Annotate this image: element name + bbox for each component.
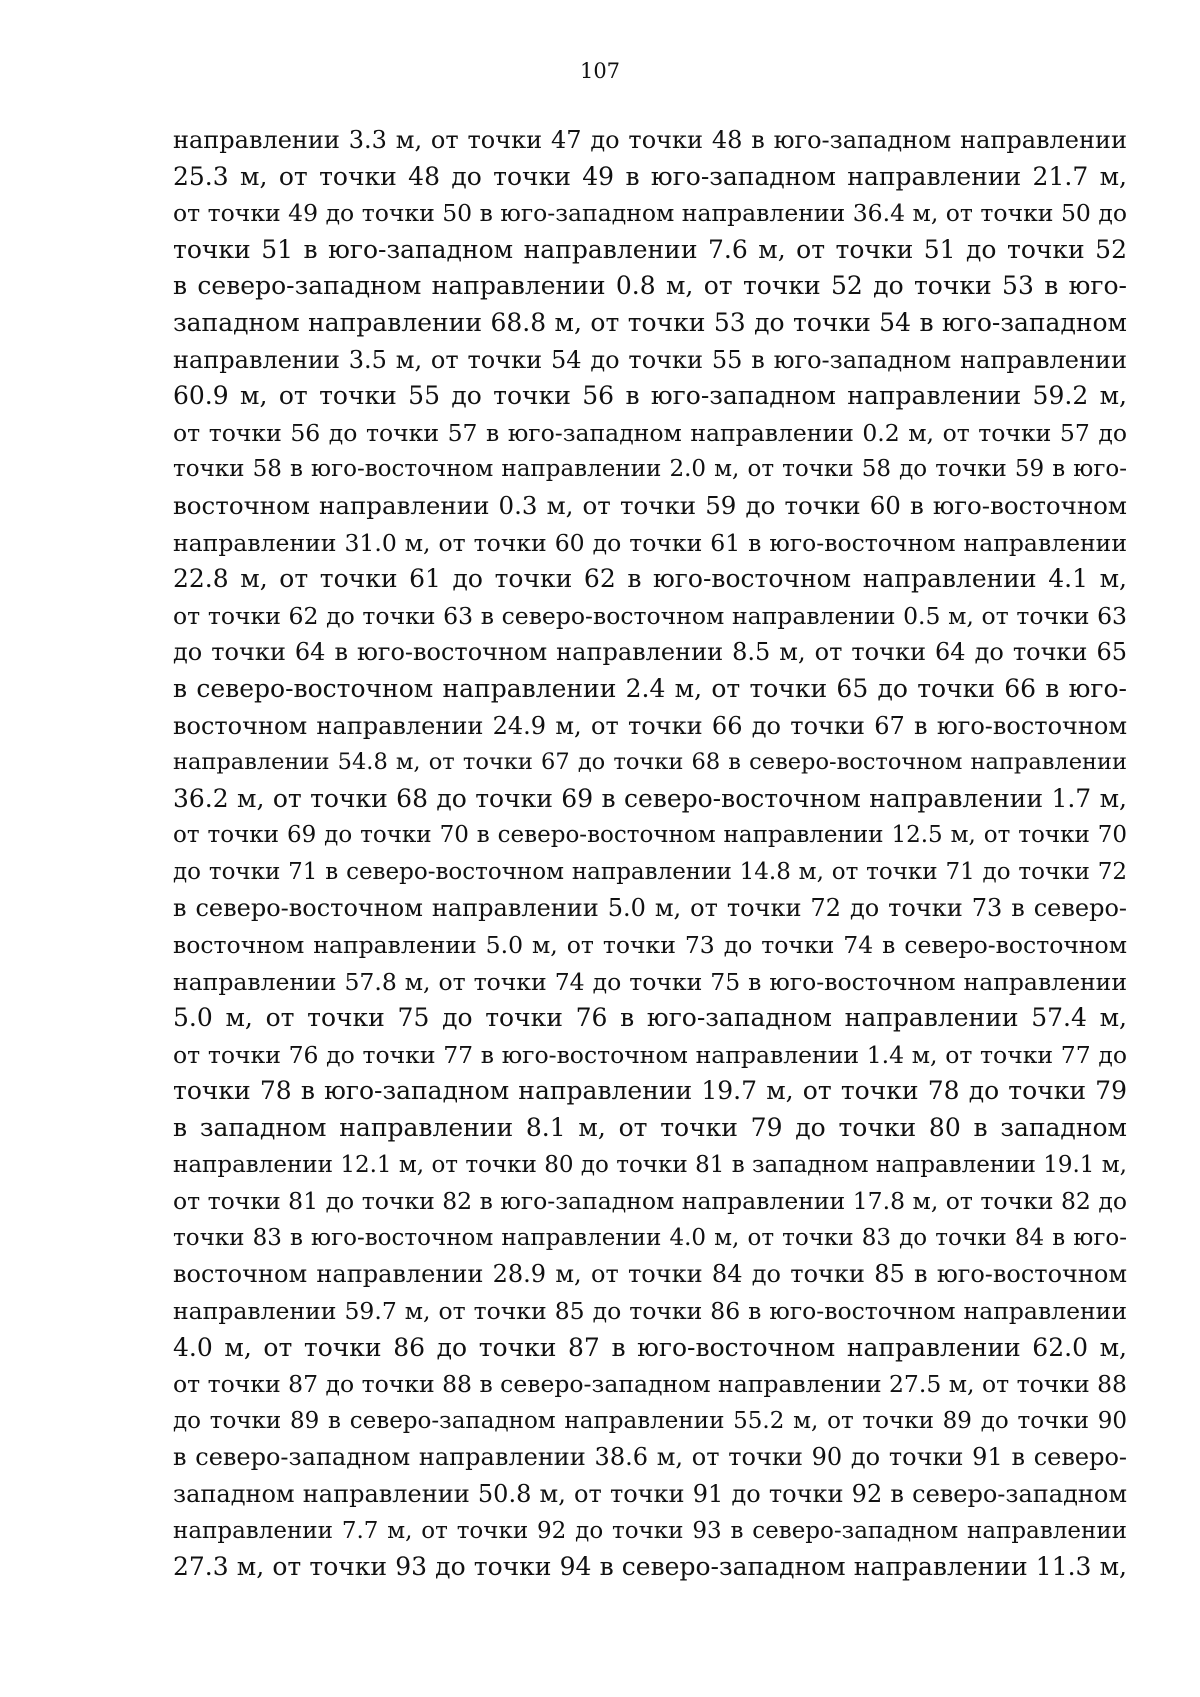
text-line: 4.0 м, от точки 86 до точки 87 в юго-восточном направлении 62.0 м, — [173, 1332, 1127, 1362]
page-number: 107 — [579, 59, 621, 83]
text-line: направлении 59.7 м, от точки 85 до точки 86 в юго-восточном направлении — [173, 1297, 1127, 1325]
text-line: восточном направлении 5.0 м, от точки 73 до точки 74 в северо-восточном — [173, 931, 1127, 960]
text-line: точки 51 в юго-западном направлении 7.6 м, от точки 51 до точки 52 — [173, 234, 1127, 264]
text-line: 60.9 м, от точки 55 до точки 56 в юго-западном направлении 59.2 м, — [173, 381, 1127, 411]
text-line: восточном направлении 24.9 м, от точки 66 до точки 67 в юго-восточном — [173, 711, 1127, 740]
text-line: направлении 3.3 м, от точки 47 до точки 48 в юго-западном направлении — [173, 126, 1127, 154]
text-line: направлении 12.1 м, от точки 80 до точки 81 в западном направлении 19.1 м, — [173, 1151, 1127, 1178]
text-line: в северо-восточном направлении 5.0 м, от точки 72 до точки 73 в северо- — [173, 894, 1127, 923]
text-line: от точки 87 до точки 88 в северо-западном направлении 27.5 м, от точки 88 — [173, 1370, 1127, 1399]
text-line: до точки 64 в юго-восточном направлении 8.5 м, от точки 64 до точки 65 — [173, 638, 1127, 667]
text-line: направлении 3.5 м, от точки 54 до точки 55 в юго-западном направлении — [173, 345, 1127, 374]
text-line: в северо-западном направлении 0.8 м, от точки 52 до точки 53 в юго- — [173, 271, 1127, 301]
body-text — [173, 122, 1127, 1586]
text-line: в северо-западном направлении 38.6 м, от точки 90 до точки 91 в северо- — [173, 1443, 1127, 1472]
text-line: от точки 62 до точки 63 в северо-восточном направлении 0.5 м, от точки 63 — [173, 601, 1127, 630]
text-line: от точки 69 до точки 70 в северо-восточном направлении 12.5 м, от точки 70 — [173, 822, 1127, 849]
text-line: от точки 76 до точки 77 в юго-восточном направлении 1.4 м, от точки 77 до — [173, 1040, 1127, 1069]
text-line: в западном направлении 8.1 м, от точки 79 до точки 80 в западном — [173, 1113, 1127, 1143]
text-line: от точки 81 до точки 82 в юго-западном направлении 17.8 м, от точки 82 до — [173, 1187, 1127, 1216]
text-line: 22.8 м, от точки 61 до точки 62 в юго-восточном направлении 4.1 м, — [173, 564, 1127, 594]
text-line: 36.2 м, от точки 68 до точки 69 в северо-восточном направлении 1.7 м, — [173, 783, 1127, 813]
text-line: в северо-восточном направлении 2.4 м, от точки 65 до точки 66 в юго- — [173, 673, 1127, 703]
text-line: направлении 7.7 м, от точки 92 до точки 93 в северо-западном направлении — [173, 1517, 1127, 1544]
text-line: направлении 54.8 м, от точки 67 до точки 68 в северо-восточном направлении — [173, 749, 1127, 776]
text-line: 5.0 м, от точки 75 до точки 76 в юго-западном направлении 57.4 м, — [173, 1003, 1127, 1033]
text-line: западном направлении 68.8 м, от точки 53 до точки 54 в юго-западном — [173, 307, 1127, 337]
text-line: до точки 71 в северо-восточном направлении 14.8 м, от точки 71 до точки 72 — [173, 858, 1127, 885]
text-line: точки 78 в юго-западном направлении 19.7 м, от точки 78 до точки 79 — [173, 1076, 1127, 1106]
text-line: 25.3 м, от точки 48 до точки 49 в юго-западном направлении 21.7 м, — [173, 161, 1127, 191]
text-line: точки 83 в юго-восточном направлении 4.0 м, от точки 83 до точки 84 в юго- — [173, 1224, 1127, 1251]
text-line: точки 58 в юго-восточном направлении 2.0 м, от точки 58 до точки 59 в юго- — [173, 456, 1127, 483]
text-line: западном направлении 50.8 м, от точки 91 до точки 92 в северо-западном — [173, 1479, 1127, 1508]
text-line: восточном направлении 0.3 м, от точки 59 до точки 60 в юго-восточном — [173, 490, 1127, 520]
text-line: до точки 89 в северо-западном направлении 55.2 м, от точки 89 до точки 90 — [173, 1407, 1127, 1434]
text-line: 27.3 м, от точки 93 до точки 94 в северо-западном направлении 11.3 м, — [173, 1552, 1127, 1582]
text-line: восточном направлении 28.9 м, от точки 84 до точки 85 в юго-восточном — [173, 1260, 1127, 1289]
text-line: направлении 31.0 м, от точки 60 до точки 61 в юго-восточном направлении — [173, 528, 1127, 557]
text-line: от точки 56 до точки 57 в юго-западном направлении 0.2 м, от точки 57 до — [173, 418, 1127, 447]
text-line: от точки 49 до точки 50 в юго-западном направлении 36.4 м, от точки 50 до — [173, 199, 1127, 228]
text-line: направлении 57.8 м, от точки 74 до точки 75 в юго-восточном направлении — [173, 967, 1127, 996]
